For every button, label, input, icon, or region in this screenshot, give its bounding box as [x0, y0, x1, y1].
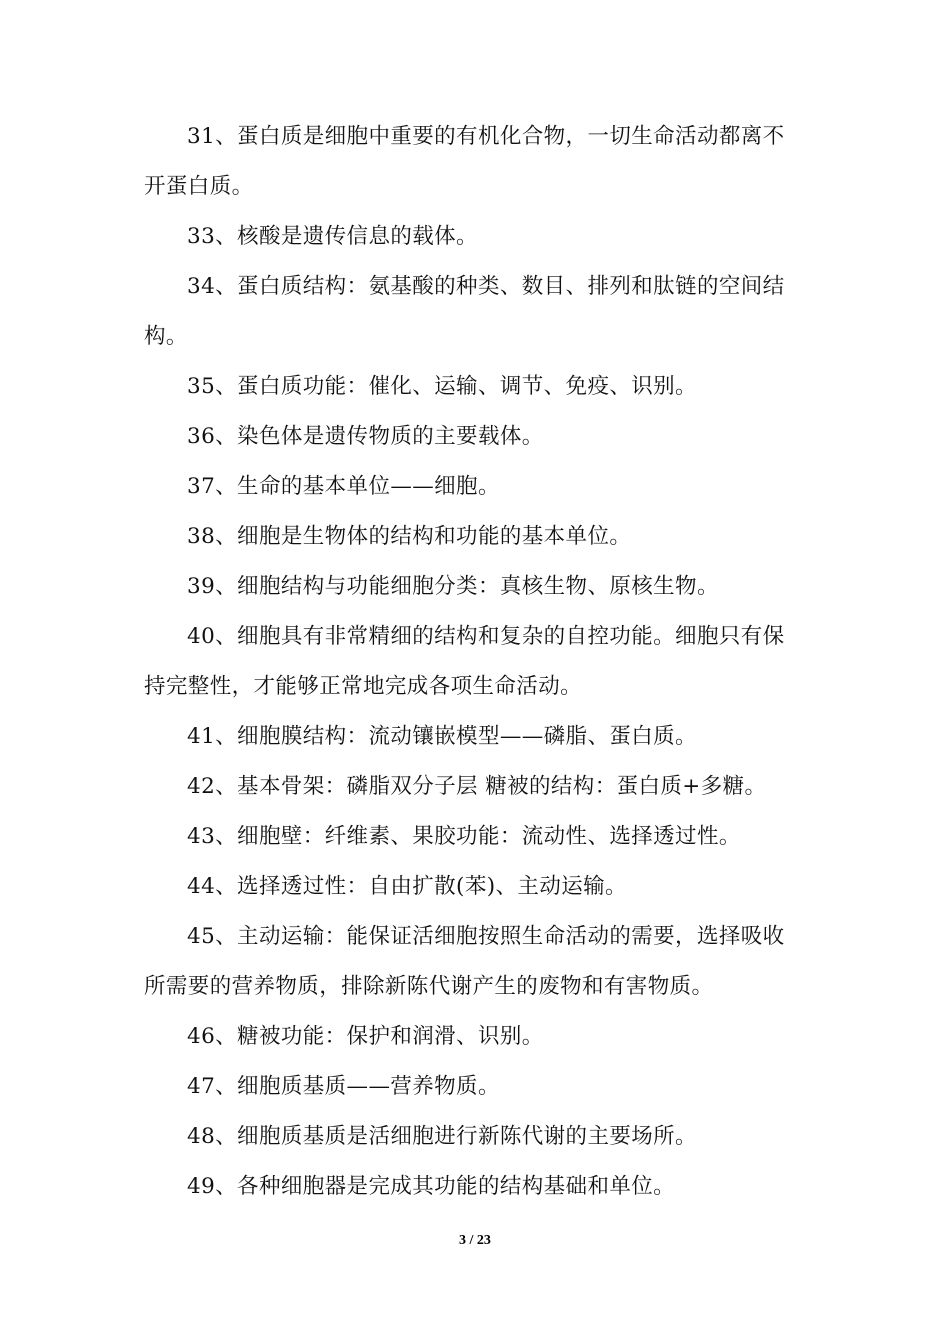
paragraph-41: 41、细胞膜结构：流动镶嵌模型——磷脂、蛋白质。 [187, 724, 697, 749]
paragraph-35: 35、蛋白质功能：催化、运输、调节、免疫、识别。 [187, 374, 697, 399]
paragraph-42: 42、基本骨架：磷脂双分子层 糖被的结构：蛋白质+多糖。 [187, 774, 767, 799]
paragraph-38: 38、细胞是生物体的结构和功能的基本单位。 [187, 524, 632, 549]
paragraph-39: 39、细胞结构与功能细胞分类：真核生物、原核生物。 [187, 574, 719, 599]
paragraph-34: 34、蛋白质结构：氨基酸的种类、数目、排列和肽链的空间结构。 [144, 274, 785, 349]
page-number: 3 / 23 [459, 1233, 491, 1248]
paragraph-48: 48、细胞质基质是活细胞进行新陈代谢的主要场所。 [187, 1124, 697, 1149]
paragraph-45: 45、主动运输：能保证活细胞按照生命活动的需要，选择吸收所需要的营养物质，排除新陈代谢产生的废物和有害物质。 [144, 924, 785, 999]
paragraph-31: 31、蛋白质是细胞中重要的有机化合物，一切生命活动都离不开蛋白质。 [144, 124, 785, 199]
paragraph-36: 36、染色体是遗传物质的主要载体。 [187, 424, 544, 449]
paragraph-33: 33、核酸是遗传信息的载体。 [187, 224, 478, 249]
paragraph-40: 40、细胞具有非常精细的结构和复杂的自控功能。细胞只有保持完整性，才能够正常地完成各项生命活动。 [144, 624, 785, 699]
paragraph-49: 49、各种细胞器是完成其功能的结构基础和单位。 [187, 1174, 676, 1199]
paragraph-43: 43、细胞壁：纤维素、果胶功能：流动性、选择透过性。 [187, 824, 741, 849]
paragraph-46: 46、糖被功能：保护和润滑、识别。 [187, 1024, 544, 1049]
paragraph-37: 37、生命的基本单位——细胞。 [187, 474, 500, 499]
document-body [144, 112, 794, 1212]
paragraph-47: 47、细胞质基质——营养物质。 [187, 1074, 500, 1099]
paragraph-44: 44、选择透过性：自由扩散(苯)、主动运输。 [187, 874, 627, 899]
